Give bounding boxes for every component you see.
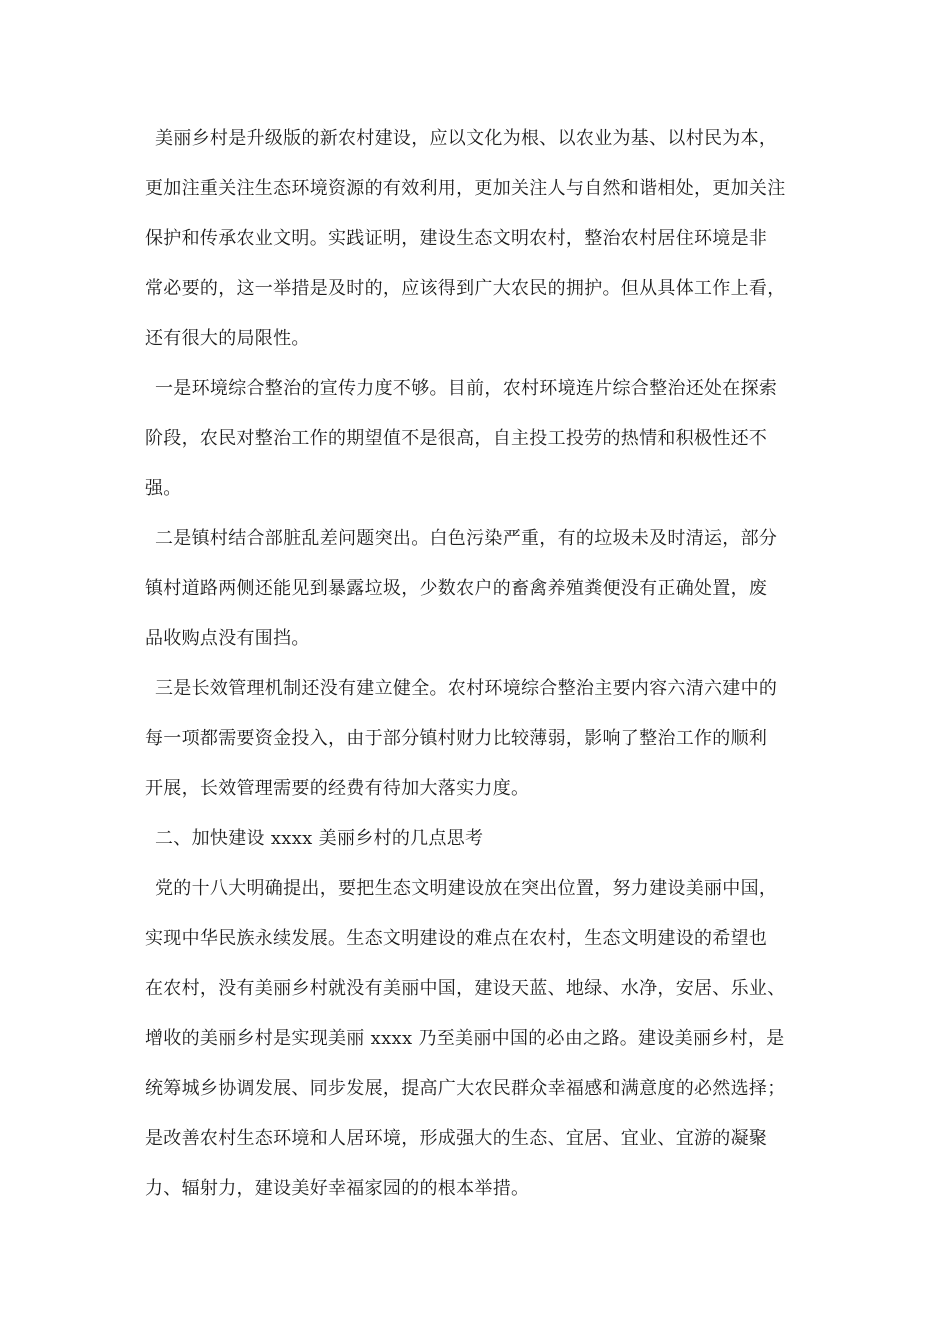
paragraph-1-line-2: 更加注重关注生态环境资源的有效利用，更加关注人与自然和谐相处，更加关注 xyxy=(145,178,786,199)
paragraph-4-line-3: 开展，长效管理需要的经费有待加大落实力度。 xyxy=(145,778,530,799)
paragraph-2-line-3: 强。 xyxy=(145,478,182,499)
paragraph-3-line-3: 品收购点没有围挡。 xyxy=(145,628,310,649)
paragraph-4-line-1: 三是长效管理机制还没有建立健全。农村环境综合整治主要内容六清六建中的 xyxy=(155,678,778,699)
section-heading: 二、加快建设 xxxx 美丽乡村的几点思考 xyxy=(155,828,484,849)
paragraph-3-line-2: 镇村道路两侧还能见到暴露垃圾，少数农户的畜禽养殖粪便没有正确处置，废 xyxy=(145,578,768,599)
paragraph-6-line-7: 力、辐射力，建设美好幸福家园的的根本举措。 xyxy=(145,1178,530,1199)
paragraph-6-line-2: 实现中华民族永续发展。生态文明建设的难点在农村，生态文明建设的希望也 xyxy=(145,928,768,949)
paragraph-2-line-1: 一是环境综合整治的宣传力度不够。目前，农村环境连片综合整治还处在探索 xyxy=(155,378,778,399)
paragraph-4-line-2: 每一项都需要资金投入，由于部分镇村财力比较薄弱，影响了整治工作的顺利 xyxy=(145,728,768,749)
paragraph-6-line-5: 统筹城乡协调发展、同步发展，提高广大农民群众幸福感和满意度的必然选择； xyxy=(145,1078,786,1099)
paragraph-1-line-3: 保护和传承农业文明。实践证明，建设生态文明农村，整治农村居住环境是非 xyxy=(145,228,768,249)
paragraph-1-line-4: 常必要的，这一举措是及时的，应该得到广大农民的拥护。但从具体工作上看， xyxy=(145,278,786,299)
paragraph-2-line-2: 阶段，农民对整治工作的期望值不是很高，自主投工投劳的热情和积极性还不 xyxy=(145,428,768,449)
paragraph-1-line-5: 还有很大的局限性。 xyxy=(145,328,310,349)
paragraph-3-line-1: 二是镇村结合部脏乱差问题突出。白色污染严重，有的垃圾未及时清运，部分 xyxy=(155,528,778,549)
paragraph-6-line-6: 是改善农村生态环境和人居环境，形成强大的生态、宜居、宜业、宜游的凝聚 xyxy=(145,1128,768,1149)
paragraph-1-line-1: 美丽乡村是升级版的新农村建设，应以文化为根、以农业为基、以村民为本， xyxy=(155,128,778,149)
paragraph-6-line-4: 增收的美丽乡村是实现美丽 xxxx 乃至美丽中国的必由之路。建设美丽乡村，是 xyxy=(145,1028,785,1049)
paragraph-6-line-3: 在农村，没有美丽乡村就没有美丽中国，建设天蓝、地绿、水净，安居、乐业、 xyxy=(145,978,786,999)
paragraph-6-line-1: 党的十八大明确提出，要把生态文明建设放在突出位置，努力建设美丽中国， xyxy=(155,878,778,899)
